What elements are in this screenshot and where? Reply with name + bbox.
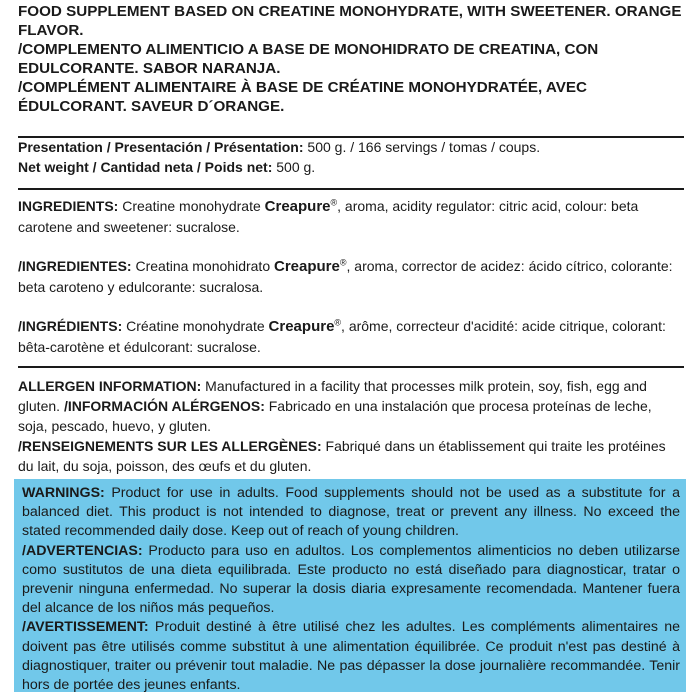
brand-creapure: Creapure	[274, 258, 340, 275]
divider-2	[18, 188, 684, 190]
warnings-english	[22, 484, 680, 542]
ingredients-en-post: , aroma, acidity regulator: citric acid, colour: beta carotene and sweetener: sucralose.	[18, 198, 639, 235]
warnings-es-label: /ADVERTENCIAS:	[22, 542, 143, 559]
net-weight-value: 500 g.	[272, 159, 316, 175]
brand-creapure: Creapure	[268, 318, 335, 335]
allergen-en-text: Manufactured in a facility that processes milk protein, soy, fish, egg and gluten.	[18, 378, 647, 414]
title-spanish: /COMPLEMENTO ALIMENTICIO A BASE DE MONOHIDRATO DE CREATINA, CON EDULCORANTE. SABOR NARANJA.	[18, 41, 599, 77]
warnings-fr-text: Produit destiné à être utilisé chez les adultes. Les compléments alimentaires ne doivent pas être utilisés comme substitut à une alimentation équilibrée. Ce produit n'est pas destiné à diagnostiquer, traiter ou prévenir tout maladie. Ne pas dépasser la dose journalière recommandée. Tenir hors de portée des jeunes enfants.	[22, 619, 680, 694]
warnings-en-text: Product for use in adults. Food supplements should not be used as a substitute for a balanced diet. This product is not intended to diagnose, treat or prevent any illness. No exceed the stated recommended daily dose. Keep out of reach of young children.	[22, 485, 680, 540]
divider-3	[18, 366, 684, 368]
ingredients-en-pre: Creatine monohydrate	[118, 198, 265, 214]
ingredients-english	[18, 196, 684, 238]
warnings-section	[22, 484, 680, 695]
warnings-en-label: WARNINGS:	[22, 485, 105, 501]
registered-mark: ®	[330, 197, 338, 208]
registered-mark: ®	[334, 317, 342, 328]
ingredients-spanish	[18, 256, 684, 298]
allergen-es-label: /INFORMACIÓN ALÉRGENOS:	[63, 398, 265, 414]
presentation-label: Presentation / Presentación / Présentation:	[18, 139, 304, 155]
net-weight-line	[18, 157, 684, 177]
registered-mark: ®	[339, 257, 347, 268]
allergen-es-text: Fabricado en una instalación que procesa proteínas de leche, soja, pescado, huevo, y gluten.	[18, 398, 652, 434]
ingredients-fr-post: , arôme, correcteur d'acidité: acide citrique, colorant: bêta-carotène et édulcorant: sucralose.	[18, 318, 666, 355]
ingredients-en-label: INGREDIENTS:	[18, 198, 119, 214]
presentation-section	[18, 137, 684, 177]
ingredients-fr-label: /INGRÉDIENTS:	[18, 318, 123, 334]
allergen-fr-text: Fabriqué dans un établissement qui traite les protéines du lait, du soja, poisson, des œufs et du gluten.	[18, 438, 666, 474]
warnings-french	[22, 618, 680, 695]
brand-creapure: Creapure	[264, 198, 331, 215]
ingredients-fr-pre: Créatine monohydrate	[122, 318, 269, 334]
warnings-spanish	[22, 542, 680, 619]
warnings-fr-label: /AVERTISSEMENT:	[22, 619, 149, 636]
allergen-en-label: ALLERGEN INFORMATION:	[18, 378, 202, 394]
presentation-value: 500 g. / 166 servings / tomas / coups.	[303, 139, 541, 155]
ingredients-es-pre: Creatina monohidrato	[131, 258, 274, 274]
presentation-line	[18, 137, 684, 157]
allergen-fr-label: /RENSEIGNEMENTS SUR LES ALLERGÈNES:	[18, 438, 322, 454]
title-english: FOOD SUPPLEMENT BASED ON CREATINE MONOHYDRATE, WITH SWEETENER. ORANGE FLAVOR.	[18, 3, 682, 39]
product-title	[18, 2, 684, 116]
allergen-section	[18, 376, 684, 476]
warnings-es-text: Producto para uso en adultos. Los complementos alimenticios no deben utilizarse como sustitutos de una dieta equilibrada. Este producto no está diseñado para diagnosticar, tratar o prevenir ninguna enfermedad. No superar la dosis diaria expresamente recomendada. Mantener fuera del alcance de los niños más pequeños.	[22, 542, 680, 617]
net-weight-label: Net weight / Cantidad neta / Poids net:	[18, 159, 273, 175]
ingredients-es-label: /INGREDIENTES:	[18, 258, 132, 274]
ingredients-es-post: , aroma, corrector de acidez: ácido cítrico, colorante: beta caroteno y edulcorante: sucralosa.	[18, 258, 673, 295]
title-french: /COMPLÉMENT ALIMENTAIRE À BASE DE CRÉATINE MONOHYDRATÉE, AVEC ÉDULCORANT. SAVEUR D´ORANGE.	[18, 79, 587, 115]
ingredients-french	[18, 316, 684, 358]
